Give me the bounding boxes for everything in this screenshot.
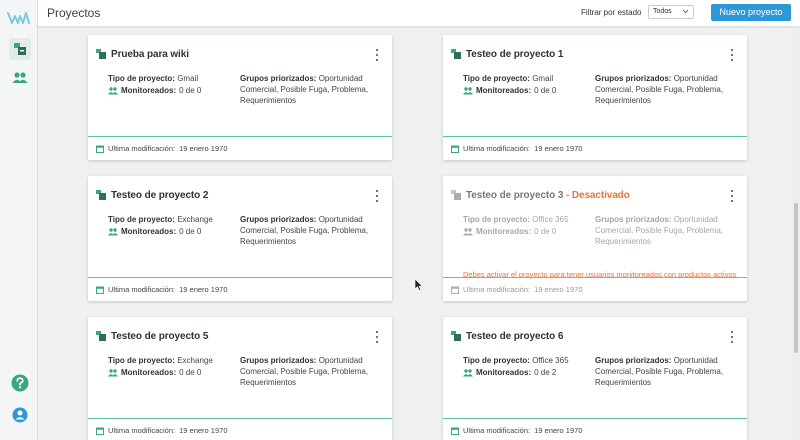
chevron-down-icon [682,8,689,15]
project-type: Gmail [532,74,554,83]
priority-groups: Oportunidad Comercial, Posible Fuga, Problema, Requerimientos [240,74,369,105]
priority-groups: Oportunidad Comercial, Posible Fuga, Problema, Requerimientos [240,215,369,246]
modified-date: 19 enero 1970 [534,285,583,294]
users-nav-icon[interactable] [9,67,31,89]
status-filter-value: Todos [653,8,672,15]
page-title: Proyectos [47,6,101,20]
project-icon [451,331,462,342]
status-filter-select[interactable] [648,5,694,19]
activation-warning: Debes activar el proyecto para tener usuarios monitoreados con productos activos [463,270,737,279]
project-title: Testeo de proyecto 5 [111,331,209,342]
wm-logo-icon [7,10,31,26]
users-icon [463,369,473,377]
priority-groups: Oportunidad Comercial, Posible Fuga, Problema, Requerimientos [595,74,724,105]
calendar-icon [96,286,104,294]
users-icon [108,228,118,236]
project-title: Testeo de proyecto 2 [111,190,209,201]
users-icon [108,369,118,377]
modified-date: 19 enero 1970 [179,144,228,153]
monitored-count: 0 de 0 [534,227,557,236]
project-title: Prueba para wiki [111,49,189,60]
project-card[interactable]: Prueba para wiki Tipo de proyecto: Gmail Monitoreados: 0 de 0 Grupos priorizados: Oportunidad Comercial, Posible Fuga, Problema, Requerimientos Ultima modificación: 19 enero 1970 [88,35,392,160]
project-card[interactable]: Testeo de proyecto 1 Tipo de proyecto: Gmail Monitoreados: 0 de 0 Grupos priorizados: Oportunidad Comercial, Posible Fuga, Problema, Requerimientos Ultima modificación: 19 enero 1970 [443,35,747,160]
project-icon [451,49,462,60]
project-menu-icon[interactable] [374,331,380,343]
project-menu-icon[interactable] [729,331,735,343]
project-card[interactable]: Testeo de proyecto 2 Tipo de proyecto: Exchange Monitoreados: 0 de 0 Grupos priorizados: Oportunidad Comercial, Posible Fuga, Problema, Requerimientos Ultima modificación: 19 enero 1970 [88,176,392,301]
users-icon [463,228,473,236]
monitored-count: 0 de 0 [179,227,202,236]
modified-date: 19 enero 1970 [179,426,228,435]
calendar-icon [451,427,459,435]
project-type: Exchange [177,356,213,365]
monitored-count: 0 de 0 [179,368,202,377]
project-menu-icon[interactable] [374,49,380,61]
project-type: Office 365 [532,215,569,224]
users-icon [108,87,118,95]
users-icon [463,87,473,95]
calendar-icon [451,145,459,153]
calendar-icon [451,286,459,294]
card-footer: Ultima modificación: 19 enero 1970 [88,136,392,160]
vertical-scrollbar[interactable] [792,28,800,440]
project-card[interactable]: Testeo de proyecto 5 Tipo de proyecto: Exchange Monitoreados: 0 de 0 Grupos priorizados: Oportunidad Comercial, Posible Fuga, Problema, Requerimientos Ultima modificación: 19 enero 1970 [88,317,392,440]
filter-label: Filtrar por estado [581,8,642,17]
scrollbar-thumb[interactable] [794,203,798,353]
modified-date: 19 enero 1970 [534,144,583,153]
project-title: Testeo de proyecto 6 [466,331,564,342]
monitored-count: 0 de 0 [534,86,557,95]
project-title: Testeo de proyecto 3 - Desactivado [466,190,630,201]
priority-groups: Oportunidad Comercial, Posible Fuga, Problema, Requerimientos [595,215,724,246]
card-footer: Ultima modificación: 19 enero 1970 [88,277,392,301]
account-icon[interactable] [9,404,31,426]
priority-groups: Oportunidad Comercial, Posible Fuga, Problema, Requerimientos [595,356,724,387]
card-footer: Ultima modificación: 19 enero 1970 [88,418,392,440]
modified-date: 19 enero 1970 [179,285,228,294]
project-title: Testeo de proyecto 1 [466,49,564,60]
deactivated-label: - Desactivado [563,190,630,201]
calendar-icon [96,145,104,153]
project-icon [96,331,107,342]
project-type: Exchange [177,215,213,224]
mouse-cursor-icon [414,278,424,292]
project-icon [96,49,107,60]
project-card[interactable]: Testeo de proyecto 6 Tipo de proyecto: Office 365 Monitoreados: 0 de 2 Grupos priorizados: Oportunidad Comercial, Posible Fuga, Problema, Requerimientos Ultima modificación: 19 enero 1970 [443,317,747,440]
project-menu-icon[interactable] [729,190,735,202]
project-menu-icon[interactable] [374,190,380,202]
project-type: Gmail [177,74,199,83]
top-bar [38,0,800,27]
new-project-button[interactable]: Nuevo proyecto [711,4,791,21]
card-footer: Ultima modificación: 19 enero 1970 [443,277,747,301]
projects-nav-icon[interactable] [9,38,31,60]
sidebar [0,0,38,440]
project-card-disabled[interactable]: Testeo de proyecto 3 - Desactivado Tipo de proyecto: Office 365 Monitoreados: 0 de 0 Grupos priorizados: Oportunidad Comercial, Posible Fuga, Problema, Requerimientos Debes activar el proyecto para tener usuarios monitoreados con productos activos Ultima modificación: 19 enero 1970 [443,176,747,301]
project-type: Office 365 [532,356,569,365]
help-icon[interactable] [9,372,31,394]
project-menu-icon[interactable] [729,49,735,61]
monitored-count: 0 de 2 [534,368,557,377]
monitored-count: 0 de 0 [179,86,202,95]
priority-groups: Oportunidad Comercial, Posible Fuga, Problema, Requerimientos [240,356,369,387]
card-footer: Ultima modificación: 19 enero 1970 [443,136,747,160]
calendar-icon [96,427,104,435]
project-icon [96,190,107,201]
projects-grid [38,28,792,440]
card-footer: Ultima modificación: 19 enero 1970 [443,418,747,440]
modified-date: 19 enero 1970 [534,426,583,435]
project-icon [451,190,462,201]
